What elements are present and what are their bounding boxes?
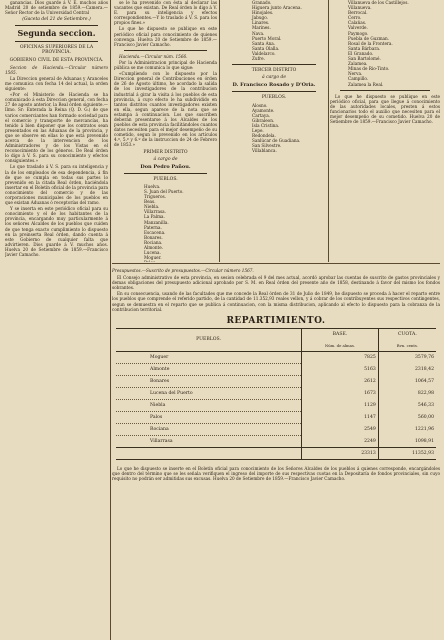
rule: [340, 90, 430, 91]
table-row: [116, 435, 436, 447]
list-item: Moguer.: [144, 255, 162, 261]
table-header-pueblos: PUEBLOS.: [196, 337, 221, 343]
table-cell: Bonares: [116, 375, 302, 387]
rule: [124, 173, 207, 174]
list-item: S. Juan del Puerto.: [144, 189, 184, 194]
table-row: [116, 399, 436, 411]
table-subheader: Núm. de almas.: [302, 340, 379, 352]
pueblos-heading: PUEBLOS.: [153, 176, 178, 182]
district-sub: á cargo de: [261, 75, 287, 81]
table-cell: 1673: [302, 387, 379, 399]
column-divider: [219, 0, 220, 262]
rule: [15, 41, 98, 42]
column-3: [222, 0, 326, 262]
rule: [124, 50, 207, 51]
paragraph: Lo que he dispuesto se publique en este periódico oficial para conocimiento de quienes convenga. Huelva 20 de Setiembre de 1859.—Francisco Javier Camacho.: [114, 26, 217, 47]
gazette-source: (Gaceta del 21 de Setiembre.): [22, 17, 91, 23]
list-item: Rociana.: [144, 239, 163, 245]
list-item: Redondela.: [252, 133, 276, 139]
list-item: Cerro.: [348, 15, 362, 21]
list-item: Cartaya.: [252, 112, 271, 118]
list-item: Puerto Moral.: [252, 35, 282, 41]
town-list: [222, 0, 326, 61]
table-cell: Villarrasa: [116, 435, 302, 447]
district-sub: á cargo de: [153, 156, 178, 162]
table-row: [116, 363, 436, 375]
paragraph: Y se inserta en este periódico oficial para su conocimiento y el de los habitantes de la provincia, encargando muy particularmente á los señores Alcaldes de los pueblos que cuiden de que tenga exacto cumplimiento lo dispuesto en la preinserta Real órden, dando cuenta á este Gobierno de cualquier falta que advirtieren. Dios guarde á V. muchos años. Huelva 20 de Setiembre de 1859.—Francisco Javier Camacho.: [5, 206, 108, 258]
sub-heading: OFICINAS SUPERIORES DE LA PROVINCIA.: [19, 45, 94, 56]
list-item: Jabugo.: [252, 15, 269, 21]
table-header-base: BASE.: [302, 329, 379, 340]
table-cell: 3579,76: [378, 351, 436, 363]
list-item: Marines.: [252, 25, 271, 31]
table-row: [116, 411, 436, 423]
table-cell: 5163: [302, 363, 379, 375]
closing-paragraph: Lo que he dispuesto se inserte en el Boletín oficial para conocimiento de los Señores Alcaldes de los pueblos á quienes corresponde, encargándoles que dentro del término que se les señala verifiquen el ingreso del importe de sus respectivas cuotas en la Depositaría de fondos provinciales, sin cuyo requisito no podrán ser admitidas sus excusas. Huelva 20 de Setiembre de 1859.—Francisco Javier Camacho.: [112, 465, 440, 481]
list-item: Valverde.: [348, 25, 368, 31]
list-item: Villanueva.: [348, 5, 372, 11]
paragraph: Lo que traslado á V. S. para su inteligencia y la de los empleados de esa dependencia, á fin de que se cumpla en todas sus partes lo prevenido en la citada Real órden, haciéndola insertar en el Boletín oficial de la provincia para conocimiento del comercio y de las corporaciones municipales de los pueblos en que existan Aduanas ó receptorías del ramo.: [5, 164, 108, 206]
table-total-row: [116, 447, 436, 459]
list-item: Linares.: [252, 20, 270, 26]
list-item: Nava.: [252, 30, 265, 36]
list-item: Calañas.: [348, 20, 367, 26]
table-cell: 2549: [302, 423, 379, 435]
list-item: Higuera junto Aracena.: [252, 5, 302, 11]
list-item: La Palma.: [144, 214, 165, 220]
town-list: [114, 184, 217, 262]
circular-heading: Seccion de Hacienda.—Circular número 1565.: [5, 64, 108, 75]
table-cell: 546,33: [378, 399, 436, 411]
paragraph: Por la Administracion principal de Hacienda pública se me comunica lo que sigue:: [114, 59, 217, 71]
list-item: Huelva.: [144, 183, 161, 189]
table-cell: Niebla: [116, 399, 302, 411]
rule: [232, 64, 316, 65]
list-item: Manzanilla.: [144, 219, 169, 225]
paragraph: «Por el Ministerio de Hacienda se ha comunicado á esta Direccion general, con fecha 27 de agosto anterior, la Real órden siguiente.—Ilmo. Sr: Enterada la Reina (Q. D. G.) de que varios comerciantes han formado sociedad para el comercio y transporte de mercancías, ha tenido á bien disponer que los contratos sean presentados en las Aduanas de la provincia, y que se observe en ellas lo que está prevenido acerca de la intervencion de los Administradores y de los Vistas en el reconocimiento de los géneros. De Real órden lo digo á V. S. para su conocimiento y efectos consiguientes.»: [5, 92, 108, 164]
list-item: Niebla.: [144, 204, 160, 210]
town-list: [222, 103, 326, 154]
list-item: Lepe.: [252, 127, 264, 133]
list-item: Granado.: [252, 0, 272, 5]
list-item: Villarrasa.: [144, 209, 166, 215]
list-item: Nerva.: [348, 71, 363, 77]
list-item: Minas de Rio-Tinto.: [348, 66, 390, 72]
sub-heading: GOBIERNO CIVIL DE ESTA PROVINCIA.: [9, 57, 104, 63]
column-divider: [328, 0, 329, 262]
list-item: Isla Cristina.: [252, 122, 280, 128]
circular-heading: Hacienda.—Circular núm. 1566.: [119, 53, 188, 59]
paragraph: La Direccion general de Aduanas y Aranceles me comunica con fecha 14 del actual, la orden siguiente:: [5, 75, 108, 92]
list-item: Escacena.: [144, 229, 166, 235]
table-cell: Lucena del Puerto: [116, 387, 302, 399]
list-item: Rosal de la Frontera.: [348, 40, 393, 46]
list-item: Trigueros.: [144, 194, 166, 200]
paragraph: Lo que he dispuesto se publique en este periódico oficial, para que llegue á conocimiento de las autoridades locales, presten á estos funcionarios todo el auxilio que necesiten para el mejor desempeño de su cometido. Huelva 20 de Setiembre de 1859.—Francisco Javier Camacho.: [330, 93, 440, 125]
list-item: Villanueva de los Castillejos.: [348, 0, 409, 5]
section-divider: [112, 263, 440, 264]
column-4: [330, 0, 440, 262]
rule: [15, 25, 98, 26]
list-item: Hinojales.: [252, 10, 274, 16]
list-item: San Silvestre.: [252, 143, 282, 149]
list-item: Zufre.: [252, 56, 265, 62]
list-item: Zalamea.: [348, 61, 368, 67]
repartimiento-table: [116, 329, 436, 459]
table-cell: 2249: [302, 435, 379, 447]
table-cell: Moguer: [116, 351, 302, 363]
list-item: Campillo.: [348, 76, 369, 82]
list-item: Sanlúcar de Guadiana.: [252, 138, 301, 144]
list-item: Villablanca.: [252, 148, 277, 154]
table-subheader: Rvn. cents.: [378, 340, 436, 352]
table-cell: 1221,96: [378, 423, 436, 435]
table-total-base: 23313: [302, 447, 379, 459]
section-title: Segunda seccion.: [17, 28, 96, 39]
repartimiento-title: REPARTIMIENTO.: [226, 315, 326, 326]
table-cell: 2318,42: [378, 363, 436, 375]
paragraph: «Cumpliendo con lo dispuesto por la Direccion general de Contribuciones en órden de 26 de Agosto último, he acordado la salida de los investigadores de la contribucion industrial á girar la visita á los pueblos de esta provincia, á cuyo efecto le ha subdividido en tantos distritos cuantos investigadores existen en ella, segun aparece de la nota que se estampa á continuacion. Los que suscriben deberán presentarse á los Alcaldes de los pueblos de esta provincia facilitándoles cuantos datos necesiten para el mejor desempeño de su cometido, segun lo prevenido en los artículos 4.º, 5.º y 6.º de la instruccion de 24 de Febrero de 1853.»: [114, 71, 217, 148]
district-name: Don Pedro Pañou.: [140, 163, 191, 170]
table-cell: 1129: [302, 399, 379, 411]
list-item: Paymogo.: [348, 30, 369, 36]
list-item: Santa Bárbara.: [348, 45, 381, 51]
table-row: [116, 351, 436, 363]
table-cell: 7825: [302, 351, 379, 363]
column-divider: [110, 0, 111, 640]
table-cell: 1147: [302, 411, 379, 423]
list-item: Gibraleon.: [252, 117, 275, 123]
pueblos-heading: PUEBLOS.: [261, 95, 287, 101]
district-title: TERCER DISTRITO: [251, 68, 297, 74]
list-item: Puebla de Guzman.: [348, 35, 390, 41]
intro-text: ganancias. Dios guarde á V. E. muchos años Madrid 20 de setiembre de 1859.—Camera.—Señor Rector de la Universidad Central: [5, 0, 108, 16]
circular-heading: Presupuestos.—Suscrito de presupuestos.—Circular número 1567.: [112, 268, 254, 273]
list-item: Beas.: [144, 199, 156, 205]
repartimiento-section: [112, 266, 440, 636]
table-cell: [116, 447, 302, 459]
list-item: El Granado.: [348, 50, 374, 56]
town-list: [330, 0, 440, 87]
table-row: [116, 375, 436, 387]
table-cell: Almonte: [116, 363, 302, 375]
list-item: Zalamea la Real.: [348, 81, 384, 87]
table-header-cuota: CUOTA.: [378, 329, 436, 340]
list-item: [114, 260, 217, 262]
paragraph: En su consecuencia, usando de las facultades que me concede la Real órden de 31 de Julio de 1849, he dispuesto se proceda á hacer el reparto entre los pueblos que comprende el referido partido, de la cantidad de 11.352,93 reales vellon, y á cobrar de los contribuyentes sus respectivos contingentes, segun se demuestra en el reparto que se publica á continuacion, con la misma distribucion, aplicando al efecto lo dispuesto para la cobranza de la contribucion territorial.: [112, 291, 440, 312]
rule: [232, 91, 316, 92]
table-cell: 2612: [302, 375, 379, 387]
list-item: Paterna.: [144, 224, 162, 230]
column-2: [114, 0, 217, 262]
list-item: San Bartolomé.: [348, 56, 381, 62]
table-cell: 1098,91: [378, 435, 436, 447]
table-row: [116, 387, 436, 399]
list-item: Almonte.: [144, 245, 164, 251]
table-cell: 560,00: [378, 411, 436, 423]
list-item: Santa Ana.: [252, 40, 276, 46]
district-name: D. Francisco Rosado y D'Oria.: [232, 82, 316, 89]
district-title: PRIMER DISTRITO: [143, 149, 188, 155]
table-row: [116, 423, 436, 435]
table-cell: Rociana: [116, 423, 302, 435]
table-cell: Palos: [116, 411, 302, 423]
column-1: [5, 0, 108, 640]
repartimiento-table-wrap: [116, 328, 436, 460]
list-item: Lucena.: [144, 250, 161, 256]
table-cell: 1064,57: [378, 375, 436, 387]
list-item: Alosno.: [252, 102, 268, 108]
paragraph: se le ha prevenido con ésta al declarar las vacantes que existan. De Real órden lo digo á V. E. para su inteligencia y efectos correspondientes.—Y lo traslado á V. S. para los propios fines.»: [114, 0, 217, 26]
list-item: Berrocal.: [348, 10, 368, 16]
list-item: Santa Olalla.: [252, 45, 280, 51]
list-item: Valdelarco.: [252, 50, 276, 56]
table-total-cuota: 11352,93: [378, 447, 436, 459]
paragraph: El Consejo administrativo de esta provincia, en sesion celebrada el 9 del mes actual, acordó aprobar las cuentas de suscrito de gastos provinciales y demas obligaciones del presupuesto adicional aprobado por S. M. en Real órden del presente año de 1858, destinando á favor del mismo los fondos sobrantes.: [112, 275, 440, 291]
table-cell: 822,98: [378, 387, 436, 399]
list-item: Ayamonte.: [252, 107, 275, 113]
list-item: Bonares.: [144, 234, 163, 240]
